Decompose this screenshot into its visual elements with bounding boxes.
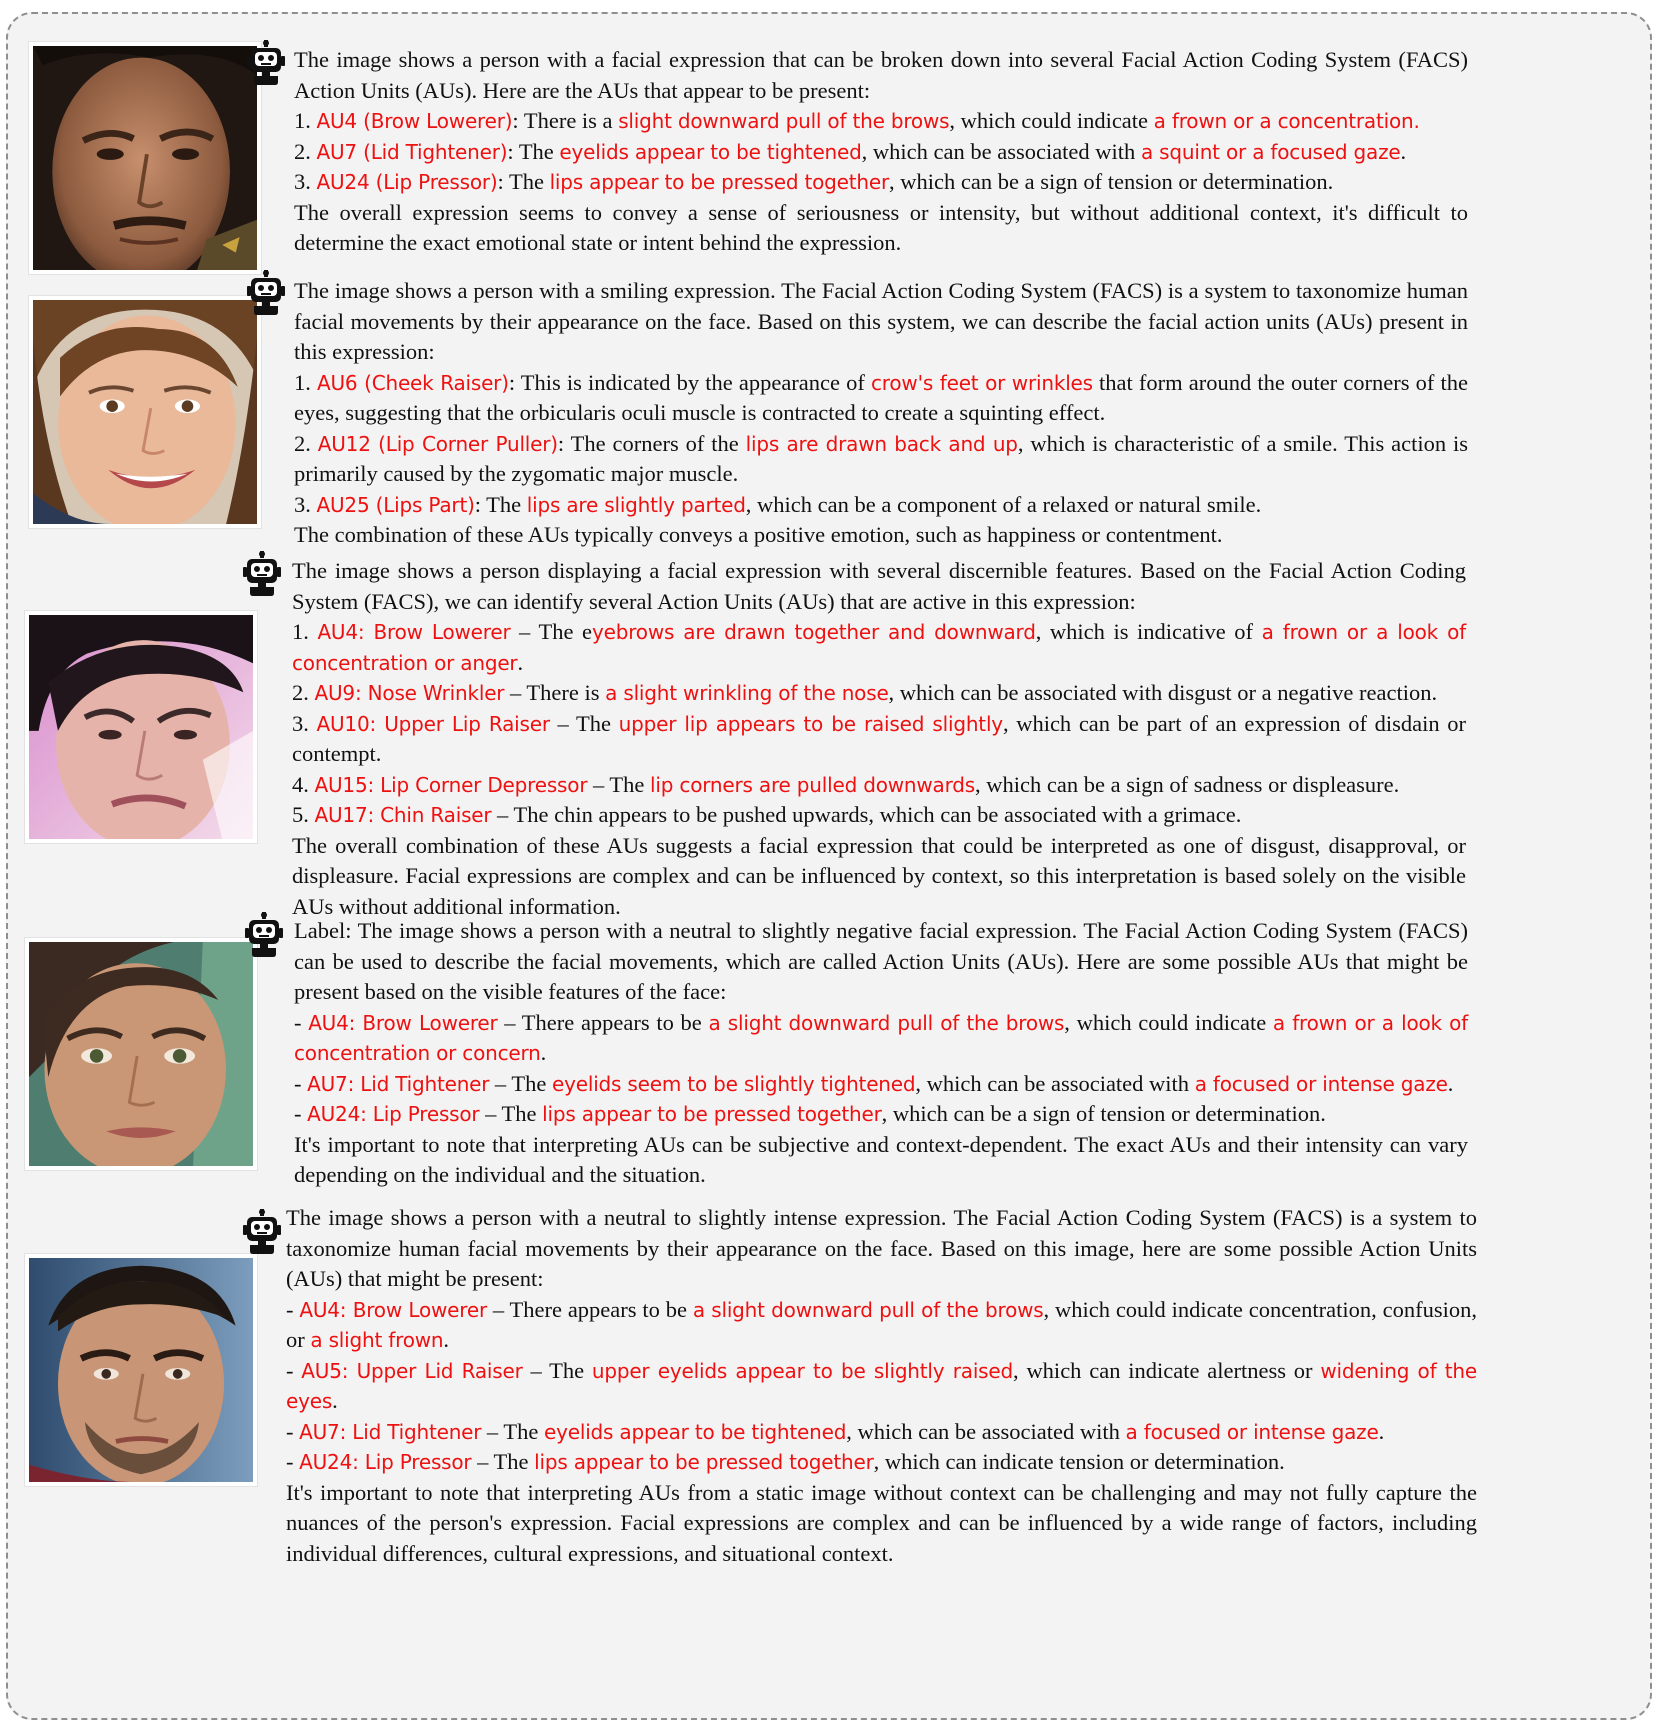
highlighted-phrase: a slight downward pull of the brows <box>708 1010 1065 1035</box>
item-text: , which could indicate <box>1064 1009 1273 1035</box>
response-text-1 <box>294 45 1468 259</box>
highlighted-phrase: AU7: Lid Tightener <box>307 1071 490 1096</box>
highlighted-phrase: AU10: Upper Lip Raiser <box>316 711 550 736</box>
item-text: . <box>1447 1070 1454 1096</box>
highlighted-phrase: a focused or intense gaze <box>1194 1071 1448 1096</box>
item-text: – There appears to be <box>497 1009 709 1035</box>
au-item <box>286 1356 1477 1417</box>
item-text: . <box>332 1388 338 1413</box>
au-item <box>294 1069 1468 1100</box>
highlighted-phrase: lips appear to be pressed together <box>542 1102 882 1126</box>
highlighted-phrase: AU24 (Lip Pressor) <box>316 170 498 194</box>
item-text: . <box>1400 138 1407 164</box>
au-item <box>294 106 1468 137</box>
item-text: - <box>294 1009 309 1035</box>
au-item <box>294 490 1468 521</box>
item-text: . <box>540 1040 547 1065</box>
highlighted-phrase: yebrows are drawn together and downward <box>591 620 1036 644</box>
highlighted-phrase: eyelids appear to be tightened <box>559 139 862 164</box>
au-item <box>294 167 1468 198</box>
highlighted-phrase: eyelids appear to be tightened <box>544 1419 847 1444</box>
highlighted-phrase: AU5: Upper Lid Raiser <box>301 1358 523 1383</box>
item-text: that form around the outer corners of the eyes, suggesting that the orbicularis oculi muscle is contracted to create a squinting effect. <box>294 369 1468 425</box>
au-item <box>294 1099 1468 1130</box>
highlighted-phrase: a squint or a focused gaze <box>1140 139 1401 164</box>
intro-paragraph: The image shows a person with a neutral to slightly intense expression. The Facial Action Coding System (FACS) is a system to taxonomize human facial movements by their appearance on the face. Based on this image, here are some possible Action Units (AUs) that might be present: <box>286 1205 1477 1291</box>
au-item <box>292 770 1466 801</box>
robot-icon <box>243 912 285 958</box>
item-text: – The <box>481 1418 544 1444</box>
item-text: 3. <box>294 491 317 517</box>
face-photo-3 <box>25 611 257 843</box>
face-photo-1 <box>29 42 261 274</box>
face-photo-2 <box>29 296 261 528</box>
item-text: , which can be part of an expression of disdain or contempt. <box>292 710 1466 766</box>
item-text: , which can be a sign of tension or determination. <box>889 169 1334 194</box>
item-text: 2. <box>294 138 317 164</box>
item-text: , which can be a sign of sadness or displeasure. <box>975 771 1400 797</box>
highlighted-phrase: lips are drawn back and up <box>745 431 1018 456</box>
au-item <box>286 1295 1477 1356</box>
au-item <box>286 1447 1477 1478</box>
highlighted-phrase: AU7: Lid Tightener <box>299 1419 482 1444</box>
item-text: - <box>294 1070 308 1096</box>
highlighted-phrase: AU24: Lip Pressor <box>299 1450 472 1474</box>
highlighted-phrase: a slight frown <box>310 1328 444 1352</box>
au-item <box>294 1008 1468 1069</box>
item-text: . <box>1378 1418 1385 1444</box>
robot-icon <box>245 270 287 316</box>
response-text-5 <box>286 1203 1477 1569</box>
highlighted-phrase: AU25 (Lips Part) <box>316 492 475 517</box>
item-text: : The <box>497 169 550 194</box>
item-text: , which can be associated with <box>915 1070 1195 1096</box>
summary-paragraph: The overall expression seems to convey a sense of seriousness or intensity, but without additional context, it's difficult to determine the exact emotional state or intent behind the expression. <box>294 199 1468 255</box>
highlighted-phrase: AU4 (Brow Lowerer) <box>316 109 513 133</box>
item-text: , which can indicate alertness or <box>1013 1357 1321 1383</box>
summary-paragraph: The combination of these AUs typically conveys a positive emotion, such as happiness or contentment. <box>294 522 1223 547</box>
highlighted-phrase: AU15: Lip Corner Depressor <box>314 772 588 797</box>
item-text: : This is indicated by the appearance of <box>508 369 871 395</box>
highlighted-phrase: AU17: Chin Raiser <box>314 803 492 827</box>
item-text: , which can indicate tension or determination. <box>873 1449 1285 1474</box>
response-text-2 <box>294 276 1468 551</box>
item-text: , which can be associated with disgust or a negative reaction. <box>888 680 1438 705</box>
item-text: – The <box>587 771 651 797</box>
item-text: , which can be a sign of tension or determination. <box>881 1101 1326 1126</box>
item-text: - <box>286 1296 300 1322</box>
au-item <box>294 137 1468 168</box>
au-item <box>294 429 1468 490</box>
highlighted-phrase: a focused or intense gaze <box>1125 1419 1379 1444</box>
item-text: – The <box>471 1449 535 1474</box>
highlighted-phrase: AU7 (Lid Tightener) <box>316 139 508 164</box>
item-text: : The <box>507 138 560 164</box>
item-text: : There is a <box>512 108 619 133</box>
item-text: , which can be a component of a relaxed or natural smile. <box>745 491 1262 517</box>
robot-icon <box>245 40 287 86</box>
highlighted-phrase: a frown or a look of concentration or concern <box>294 1010 1469 1065</box>
response-text-4 <box>294 916 1468 1191</box>
highlighted-phrase: slight downward pull of the brows <box>618 109 950 133</box>
item-text: . <box>443 1327 450 1352</box>
summary-paragraph: It's important to note that interpreting AUs from a static image without context can be challenging and may not fully capture the nuances of the person's expression. Facial expressions are complex and can be influenced by a wide range of factors, including individual differences, cultural expressions, and situational context. <box>286 1479 1477 1566</box>
item-text: - <box>294 1101 308 1126</box>
item-text: – The <box>522 1357 592 1383</box>
au-item <box>286 1417 1477 1448</box>
item-text: , which can be associated with <box>846 1418 1126 1444</box>
au-item <box>292 800 1466 831</box>
highlighted-phrase: AU4: Brow Lowerer <box>299 1297 487 1322</box>
item-text: – The e <box>510 619 592 644</box>
highlighted-phrase: crow's feet or wrinkles <box>871 370 1093 395</box>
item-text: – The <box>489 1070 552 1096</box>
summary-paragraph: The overall combination of these AUs suggests a facial expression that could be interpreted as one of disgust, disapproval, or displeasure. Facial expressions are complex and can be influenced by context, so this interpretation is based solely on the visible AUs without additional information. <box>292 832 1466 919</box>
item-text: 3. <box>292 710 317 736</box>
au-item <box>292 617 1466 678</box>
item-text: 5. <box>292 802 315 827</box>
item-text: , which could indicate <box>949 108 1154 133</box>
highlighted-phrase: lip corners are pulled downwards <box>650 772 976 797</box>
au-item <box>292 678 1466 709</box>
highlighted-phrase: AU6 (Cheek Raiser) <box>317 370 509 395</box>
item-text: 2. <box>292 680 315 705</box>
highlighted-phrase: upper lip appears to be raised slightly <box>618 711 1003 736</box>
face-photo-4 <box>25 938 257 1170</box>
item-text: – The <box>479 1101 543 1126</box>
highlighted-phrase: AU24: Lip Pressor <box>307 1102 480 1126</box>
item-text: 3. <box>294 169 317 194</box>
item-text: – There appears to be <box>486 1296 693 1322</box>
au-item <box>294 368 1468 429</box>
highlighted-phrase: lips are slightly parted <box>526 492 746 517</box>
highlighted-phrase: a frown or a concentration. <box>1153 109 1420 133</box>
highlighted-phrase: upper eyelids appear to be slightly raised <box>591 1358 1014 1383</box>
summary-paragraph: It's important to note that interpreting AUs can be subjective and context-dependent. The exact AUs and their intensity can vary depending on the individual and the situation. <box>294 1131 1468 1187</box>
highlighted-phrase: AU4: Brow Lowerer <box>308 1010 498 1035</box>
intro-paragraph: Label: The image shows a person with a neutral to slightly negative facial expression. The Facial Action Coding System (FACS) can be used to describe the facial movements, which are called Action Units (AUs). Here are some possible AUs that might be present based on the visible features of the face: <box>294 918 1468 1004</box>
item-text: , which is characteristic of a smile. This action is primarily caused by the zygomatic major muscle. <box>294 430 1468 486</box>
highlighted-phrase: eyelids seem to be slightly tightened <box>552 1071 916 1096</box>
face-photo-5 <box>25 1254 257 1486</box>
item-text: . <box>517 649 524 675</box>
item-text: 2. <box>294 430 318 456</box>
item-text: , which is indicative of <box>1035 619 1262 644</box>
item-text: - <box>286 1357 302 1383</box>
item-text: : The <box>474 491 527 517</box>
item-text: : The corners of the <box>557 430 746 456</box>
highlighted-phrase: lips appear to be pressed together <box>549 170 890 194</box>
highlighted-phrase: AU12 (Lip Corner Puller) <box>317 431 558 456</box>
au-item <box>292 709 1466 770</box>
item-text: - <box>286 1418 300 1444</box>
highlighted-phrase: AU9: Nose Wrinkler <box>314 681 505 705</box>
item-text: – There is <box>504 680 606 705</box>
item-text: - <box>286 1449 300 1474</box>
robot-icon <box>241 551 283 597</box>
intro-paragraph: The image shows a person displaying a facial expression with several discernible features. Based on the Facial Action Coding System (FACS), we can identify several Action Units (AUs) that are active in this expression: <box>292 558 1466 614</box>
intro-paragraph: The image shows a person with a smiling expression. The Facial Action Coding System (FACS) is a system to taxonomize human facial movements by their appearance on the face. Based on this system, we can describe the facial action units (AUs) present in this expression: <box>294 278 1468 364</box>
item-text: 1. <box>292 619 318 644</box>
response-text-3 <box>292 556 1466 922</box>
item-text: , which could indicate concentration, confusion, or <box>286 1296 1477 1352</box>
item-text: 1. <box>294 369 317 395</box>
highlighted-phrase: a slight downward pull of the brows <box>692 1297 1044 1322</box>
highlighted-phrase: a slight wrinkling of the nose <box>605 681 889 705</box>
item-text: , which can be associated with <box>861 138 1141 164</box>
item-text: – The <box>549 710 619 736</box>
highlighted-phrase: lips appear to be pressed together <box>534 1450 874 1474</box>
highlighted-phrase: AU4: Brow Lowerer <box>317 620 511 644</box>
item-text: 1. <box>294 108 317 133</box>
item-text: 4. <box>292 771 315 797</box>
highlighted-phrase: widening of the eyes <box>286 1358 1477 1413</box>
highlighted-phrase: a frown or a look of concentration or anger <box>292 620 1466 675</box>
robot-icon <box>241 1209 283 1255</box>
intro-paragraph: The image shows a person with a facial expression that can be broken down into several Facial Action Coding System (FACS) Action Units (AUs). Here are the AUs that appear to be present: <box>294 47 1468 103</box>
item-text: – The chin appears to be pushed upwards, which can be associated with a grimace. <box>491 802 1242 827</box>
